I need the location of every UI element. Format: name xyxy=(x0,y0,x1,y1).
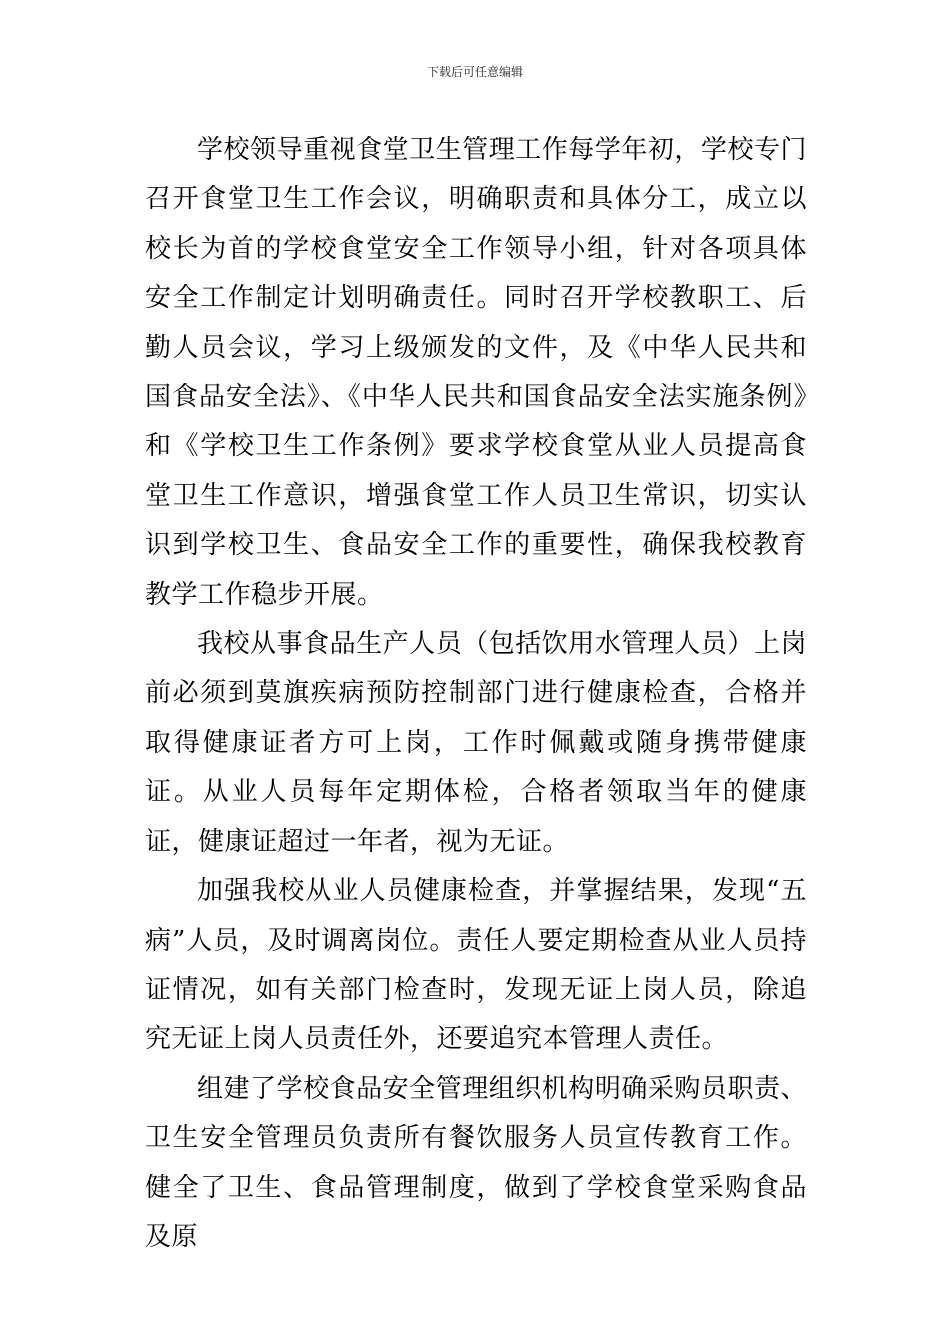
paragraph-leadership: 学校领导重视食堂卫生管理工作每学年初，学校专门召开食堂卫生工作会议，明确职责和具体分工，成立以校长为首的学校食堂安全工作领导小组，针对各项具体安全工作制定计划明确责任。同时召开学校教职工、后勤人员会议，学习上级颁发的文件，及《中华人民共和国食品安全法》、《中华人民共和国食品安全法实施条例》和《学校卫生工作条例》要求学校食堂从业人员提高食堂卫生工作意识，增强食堂工作人员卫生常识，切实认识到学校卫生、食品安全工作的重要性，确保我校教育教学工作稳步开展。 xyxy=(145,135,807,610)
paragraph-health-check: 我校从事食品生产人员（包括饮用水管理人员）上岗前必须到莫旗疾病预防控制部门进行健康检查，合格并取得健康证者方可上岗，工作时佩戴或随身携带健康证。从业人员每年定期体检，合格者领取当年的健康证，健康证超过一年者，视为无证。 xyxy=(145,629,807,857)
paragraph-staff-inspection: 加强我校从业人员健康检查，并掌握结果，发现“五病”人员，及时调离岗位。责任人要定期检查从业人员持证情况，如有关部门检查时，发现无证上岗人员，除追究无证上岗人员责任外，还要追究本管理人责任。 xyxy=(145,876,807,1055)
paragraph-management-organization: 组建了学校食品安全管理组织机构明确采购员职责、卫生安全管理员负责所有餐饮服务人员宣传教育工作。健全了卫生、食品管理制度，做到了学校食堂采购食品及原 xyxy=(145,1073,807,1252)
page-header: 下载后可任意编辑 xyxy=(426,65,523,79)
document-body xyxy=(145,126,807,1262)
